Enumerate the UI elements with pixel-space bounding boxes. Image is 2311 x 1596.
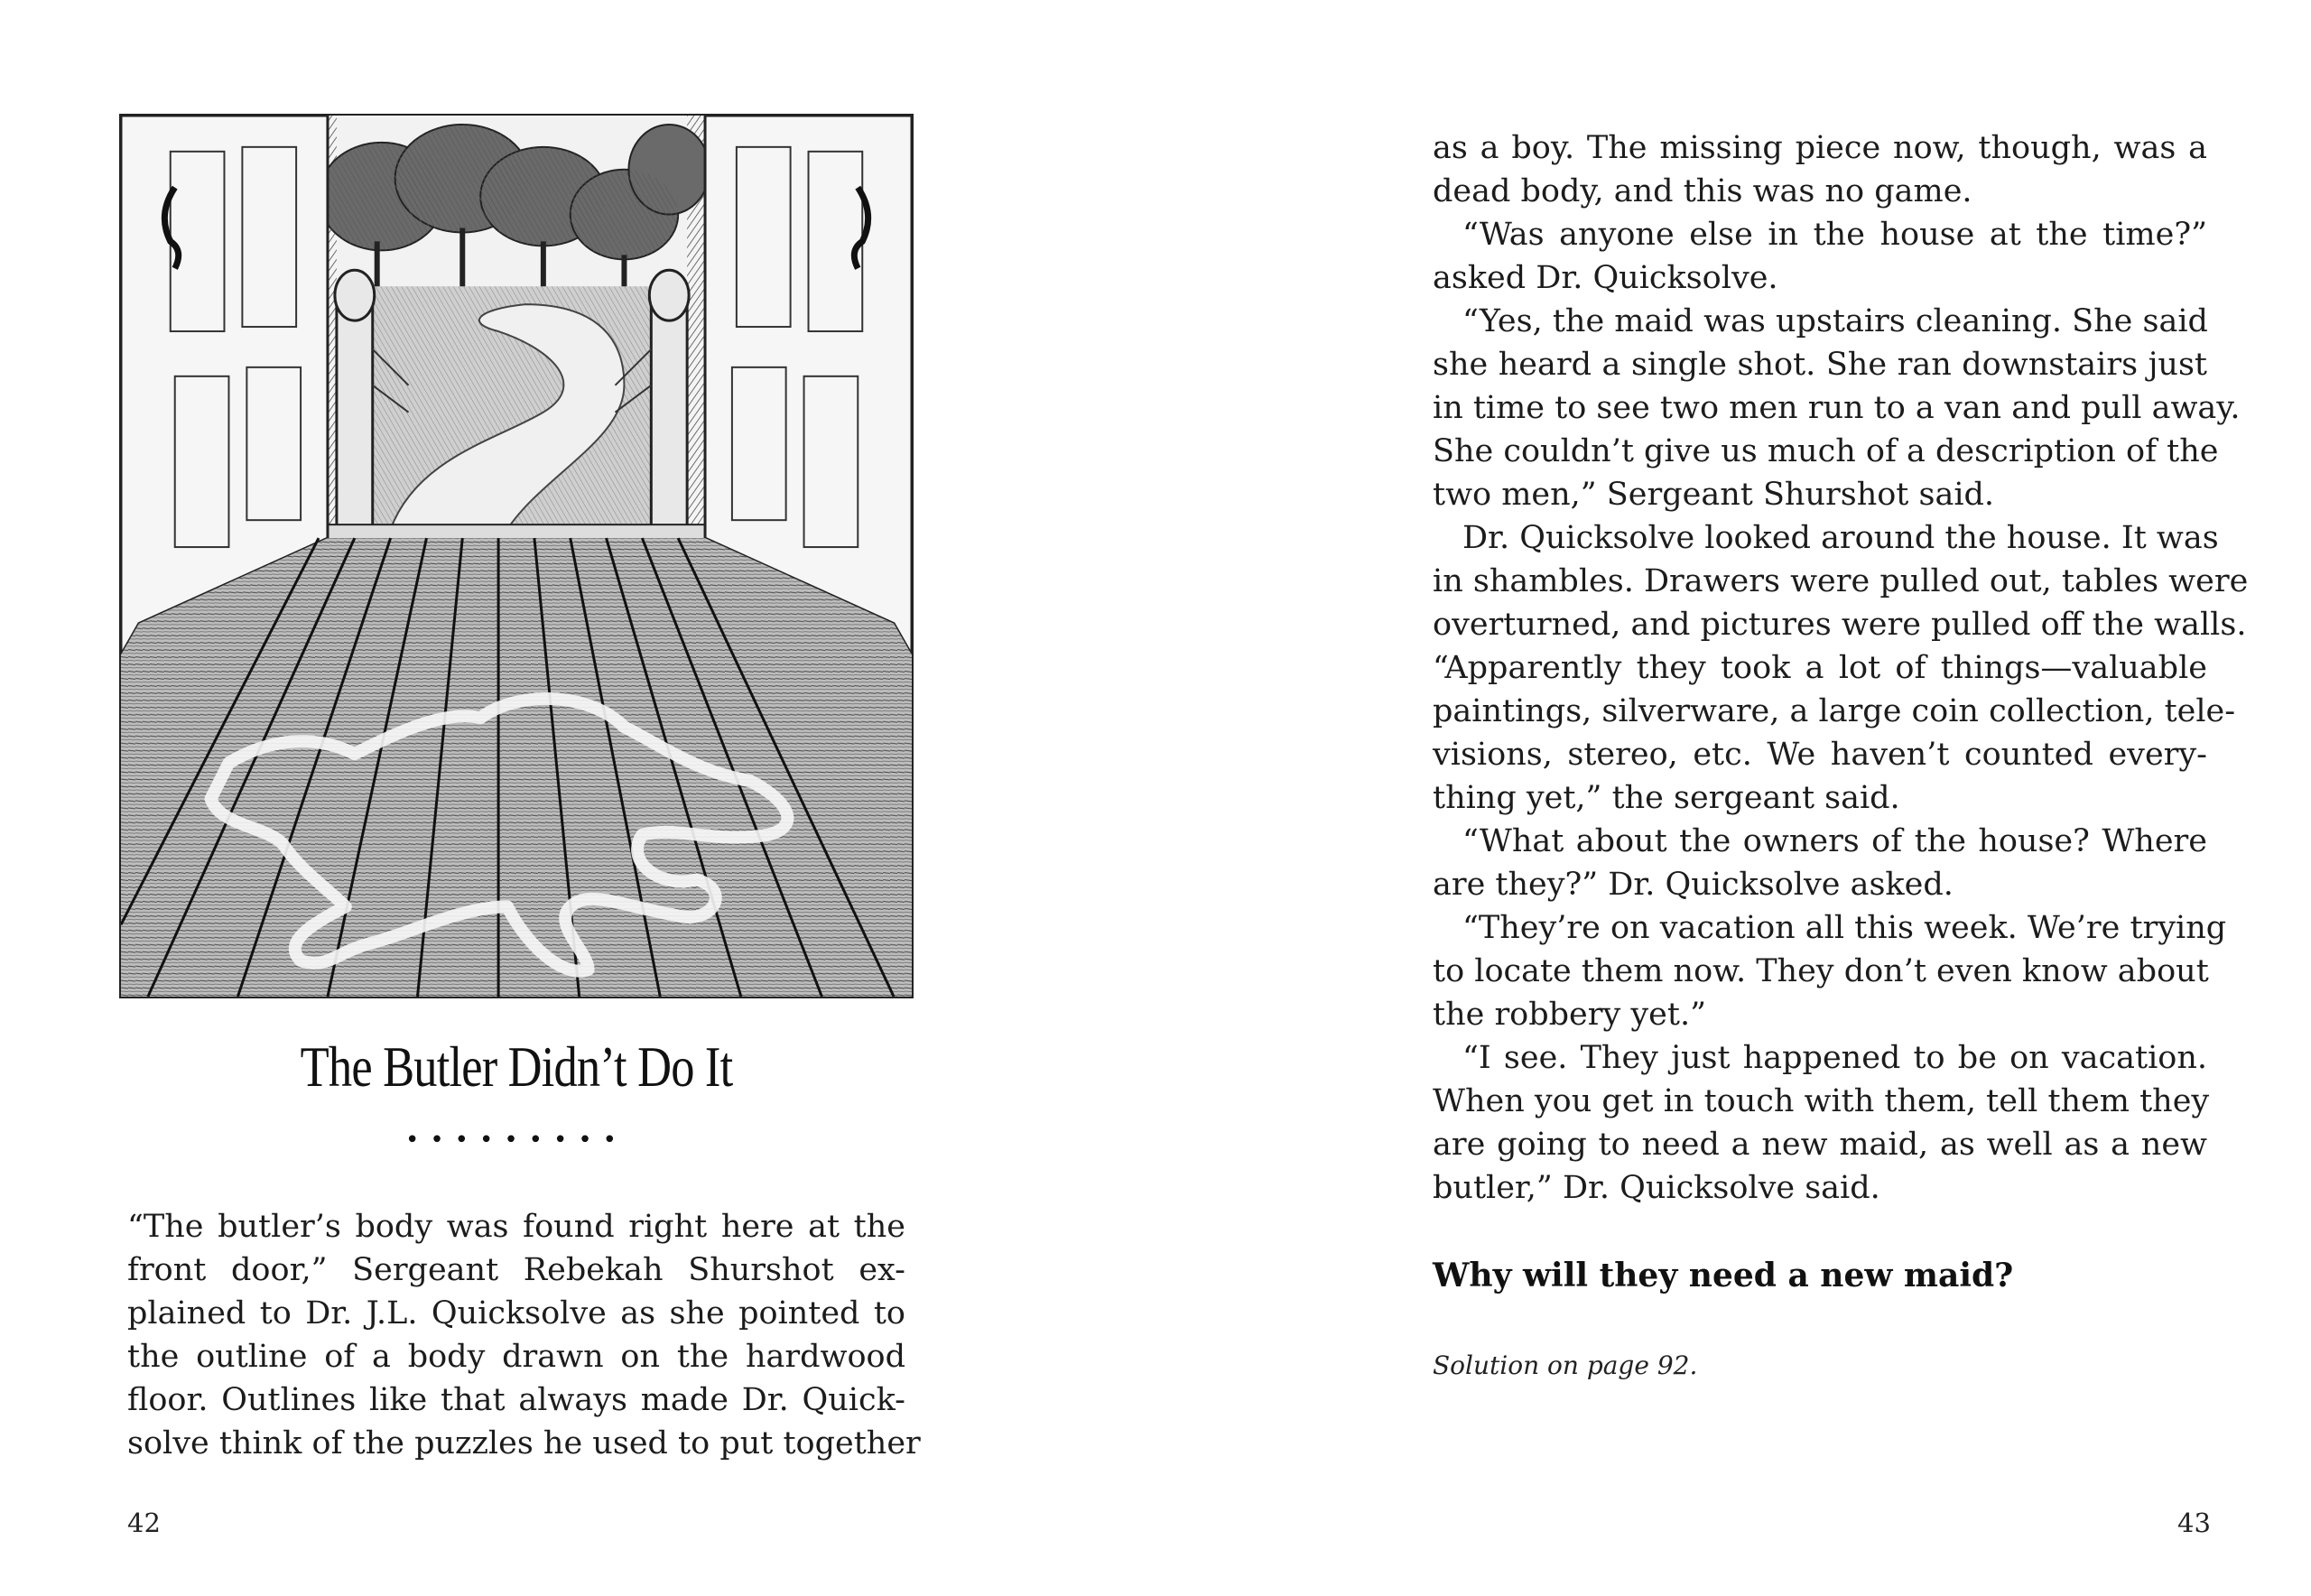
right-page-text (1433, 126, 2249, 1210)
text-line: “Apparently they took a lot of things—valuable (1433, 650, 2207, 686)
text-line: floor. Outlines like that always made Dr. Quick- (127, 1382, 905, 1418)
text-line: she heard a single shot. She ran downstairs just (1433, 347, 2207, 383)
text-line: are they?” Dr. Quicksolve asked. (1433, 867, 1954, 903)
text-line: asked Dr. Quicksolve. (1433, 260, 1778, 296)
text-line: two men,” Sergeant Shurshot said. (1433, 477, 1995, 513)
text-line: She couldn’t give us much of a description of the (1433, 433, 2219, 469)
text-line: to locate them now. They don’t even know about (1433, 953, 2209, 989)
doorway-crime-scene-illustration (119, 114, 914, 998)
text-line: overturned, and pictures were pulled off the walls. (1433, 607, 2247, 643)
text-line: thing yet,” the sergeant said. (1433, 780, 1900, 816)
text-line: “They’re on vacation all this week. We’re trying (1462, 910, 2227, 946)
text-line: in time to see two men run to a van and pull away. (1433, 390, 2241, 426)
text-line: visions, stereo, etc. We haven’t counted every- (1433, 737, 2207, 773)
text-line: “I see. They just happened to be on vacation. (1462, 1040, 2207, 1076)
text-line: in shambles. Drawers were pulled out, tables were (1433, 563, 2249, 599)
text-line: “Was anyone else in the house at the time?” (1462, 217, 2207, 253)
text-line: the outline of a body drawn on the hardwood (127, 1339, 905, 1375)
story-title: The Butler Didn’t Do It (300, 1035, 733, 1099)
page-number: 43 (2177, 1508, 2211, 1538)
text-line: dead body, and this was no game. (1433, 173, 1972, 209)
title-ornament: ••••••••• (404, 1127, 628, 1154)
text-line: as a boy. The missing piece now, though, was a (1433, 130, 2207, 166)
solution-reference: Solution on page 92. (1433, 1350, 1698, 1380)
text-line: front door,” Sergeant Rebekah Shurshot ex- (127, 1252, 905, 1288)
text-line: are going to need a new maid, as well as a new (1433, 1127, 2207, 1163)
text-line: solve think of the puzzles he used to put together (127, 1425, 921, 1461)
text-line: “Yes, the maid was upstairs cleaning. She said (1462, 303, 2208, 339)
text-line: When you get in touch with them, tell them they (1433, 1083, 2210, 1119)
text-line: “What about the owners of the house? Where (1462, 823, 2207, 859)
text-line: Dr. Quicksolve looked around the house. It was (1462, 520, 2219, 556)
mystery-question: Why will they need a new maid? (1433, 1257, 2014, 1294)
text-line: “The butler’s body was found right here at the (127, 1209, 905, 1245)
page-number: 42 (127, 1508, 161, 1538)
text-line: butler,” Dr. Quicksolve said. (1433, 1170, 1880, 1206)
text-line: paintings, silverware, a large coin collection, tele- (1433, 693, 2236, 729)
text-line: the robbery yet.” (1433, 997, 1706, 1033)
text-line: plained to Dr. J.L. Quicksolve as she pointed to (127, 1295, 905, 1332)
left-page-paragraph (127, 1205, 921, 1465)
